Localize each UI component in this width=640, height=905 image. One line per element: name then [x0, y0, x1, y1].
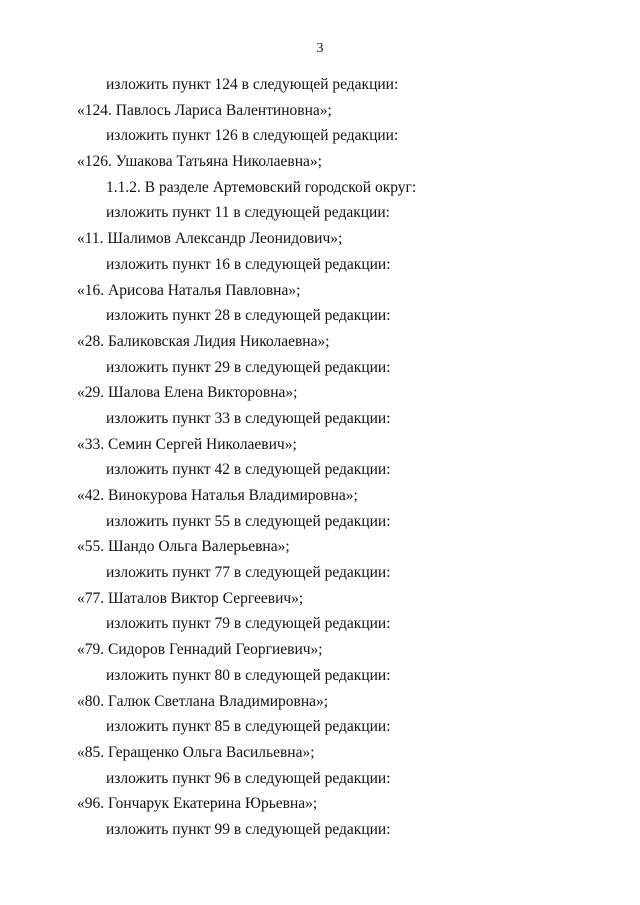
entry-line: «33. Семин Сергей Николаевич»;: [77, 435, 297, 453]
instruction-line: изложить пункт 124 в следующей редакции:: [106, 76, 399, 93]
instruction-line: изложить пункт 28 в следующей редакции:: [106, 307, 391, 325]
entry-line: «126. Ушакова Татьяна Николаевна»;: [77, 153, 322, 171]
entry-line: «29. Шалова Елена Викторовна»;: [77, 384, 298, 402]
entry-line: «77. Шаталов Виктор Сергеевич»;: [77, 589, 304, 607]
instruction-line: изложить пункт 11 в следующей редакции:: [106, 204, 390, 222]
entry-line: «79. Сидоров Геннадий Георгиевич»;: [77, 641, 323, 659]
instruction-line: изложить пункт 29 в следующей редакции:: [106, 358, 391, 376]
instruction-line: изложить пункт 99 в следующей редакции:: [106, 820, 391, 838]
entry-line: «16. Арисова Наталья Павловна»;: [77, 281, 301, 299]
instruction-line: изложить пункт 33 в следующей редакции:: [106, 409, 391, 427]
entry-line: «85. Геращенко Ольга Васильевна»;: [77, 743, 315, 761]
instruction-line: изложить пункт 55 в следующей редакции:: [106, 512, 391, 530]
instruction-line: изложить пункт 96 в следующей редакции:: [106, 769, 391, 787]
entry-line: «80. Галюк Светлана Владимировна»;: [77, 692, 329, 710]
entry-line: «28. Баликовская Лидия Николаевна»;: [77, 332, 330, 350]
entry-line: «42. Винокурова Наталья Владимировна»;: [77, 487, 358, 504]
entry-line: «55. Шандо Ольга Валерьевна»;: [77, 538, 290, 556]
page-number: 3: [316, 41, 324, 56]
document-body: [0, 72, 640, 843]
instruction-line: изложить пункт 42 в следующей редакции:: [106, 461, 391, 479]
entry-line: «124. Павлось Лариса Валентиновна»;: [77, 101, 332, 119]
instruction-line: изложить пункт 77 в следующей редакции:: [106, 564, 391, 582]
instruction-line: изложить пункт 80 в следующей редакции:: [106, 666, 391, 684]
section-heading: 1.1.2. В разделе Артемовский городской округ:: [106, 178, 417, 196]
instruction-line: изложить пункт 16 в следующей редакции:: [106, 255, 391, 273]
entry-line: «11. Шалимов Александр Леонидович»;: [77, 230, 343, 248]
instruction-line: изложить пункт 85 в следующей редакции:: [106, 718, 391, 736]
instruction-line: изложить пункт 126 в следующей редакции:: [106, 127, 399, 145]
instruction-line: изложить пункт 79 в следующей редакции:: [106, 615, 391, 633]
entry-line: «96. Гончарук Екатерина Юрьевна»;: [77, 795, 318, 813]
